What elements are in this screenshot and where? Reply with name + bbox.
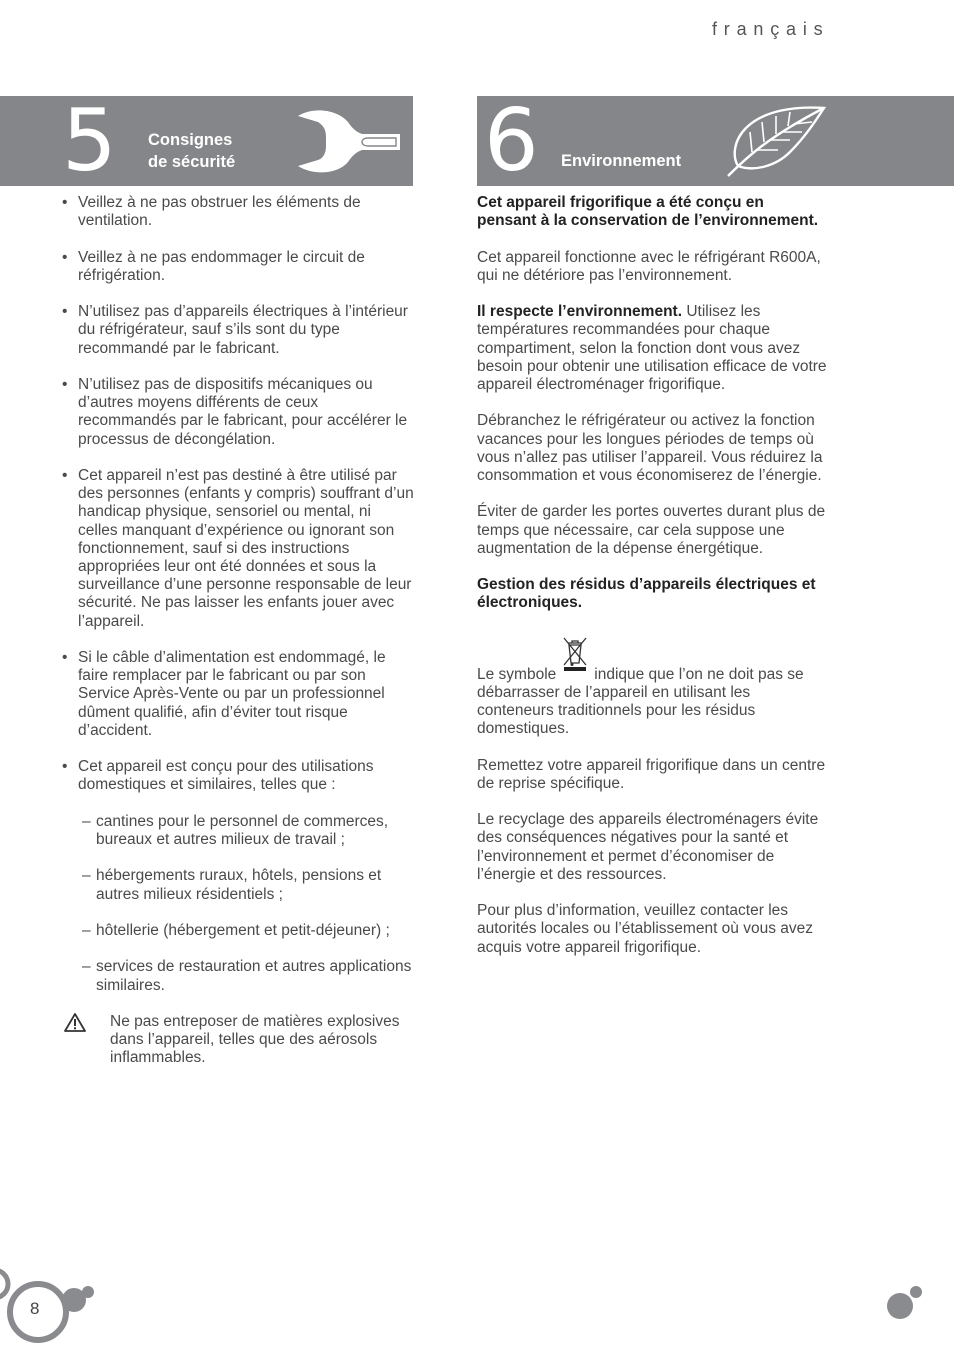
paragraph: Pour plus d’information, veuillez contacter les autorités locales ou l’établissement où vous avez acquis votre appareil frigorifique. <box>477 902 814 956</box>
list-item: • N’utilisez pas d’appareils électriques à l’intérieur du réfrigérateur, sauf s’ils sont du type recommandé par le fabricant. <box>62 303 408 357</box>
section-number: 5 <box>62 91 117 191</box>
section-number: 6 <box>484 91 539 191</box>
list-item: • Veillez à ne pas obstruer les éléments de ventilation. <box>62 194 361 230</box>
paragraph: Il respecte l’environnement. Utilisez les températures recommandées pour chaque compartiment, selon la fonction dont vous avez besoin pour obtenir une utilisation efficace de votre appareil électroménager frigorifique. <box>477 303 827 393</box>
list-item: • Cet appareil est conçu pour des utilisations domestiques et similaires, telles que : <box>62 758 374 794</box>
list-item: • Si le câble d’alimentation est endommagé, le faire remplacer par le fabricant ou par son Service Après-Vente ou par un professionnel dûment qualifié, afin d’éviter tout risque d’accident. <box>62 649 386 739</box>
paragraph: Le recyclage des appareils électroménagers évite des conséquences négatives pour la santé et l’environnement et permet d’économiser de l’énergie et des ressources. <box>477 811 819 883</box>
list-item: – services de restauration et autres applications similaires. <box>82 958 412 994</box>
section-6-header <box>477 91 954 191</box>
language-label: français <box>712 19 830 39</box>
leaf-icon <box>724 104 828 178</box>
footer-dots-decoration <box>884 1282 924 1322</box>
list-item: – hôtellerie (hébergement et petit-déjeuner) ; <box>82 921 390 939</box>
paragraph: Remettez votre appareil frigorifique dans un centre de reprise spécifique. <box>477 756 826 792</box>
section-title: Consignes de sécurité <box>148 131 236 171</box>
section-5-header <box>0 91 413 191</box>
footer-circles-decoration <box>0 1268 110 1354</box>
weee-heading: Gestion des résidus d’appareils électriques et électroniques. <box>477 576 816 612</box>
list-item: – hébergements ruraux, hôtels, pensions et autres milieux résidentiels ; <box>82 867 382 903</box>
list-item: • N’utilisez pas de dispositifs mécaniques ou d’autres moyens différents de ceux recommandés par le fabricant, pour accélérer le processus de décongélation. <box>62 375 408 448</box>
list-item: • Cet appareil n’est pas destiné à être utilisé par des personnes (enfants y compris) souffrant d’un handicap physique, sensoriel ou mental, ni celles manquant d’expérience ou ignorant son fonctionnement, sauf si des instructions appropriées leur ont été données et sous la surveillance d’une personne responsable de leur sécurité. Ne pas laisser les enfants jouer avec l’appareil. <box>62 466 414 630</box>
list-item: • Veillez à ne pas endommager le circuit de réfrigération. <box>62 248 365 284</box>
wrench-icon <box>296 108 404 174</box>
safety-list <box>62 194 414 795</box>
list-item: – cantines pour le personnel de commerces, bureaux et autres milieux de travail ; <box>82 812 389 848</box>
warning-note: Ne pas entreposer de matières explosives dans l’appareil, telles que des aérosols inflammables. <box>62 1013 414 1068</box>
paragraph: Éviter de garder les portes ouvertes durant plus de temps que nécessaire, car cela suppose une augmentation de la dépense énergétique. <box>477 503 826 557</box>
paragraph: Débranchez le réfrigérateur ou activez la fonction vacances pour les longues périodes de temps où vous n’allez pas utiliser l’appareil. Vous réduirez la consommation et vous économiserez de l’énergie. <box>477 412 823 484</box>
crossed-bin-icon <box>560 635 590 671</box>
warning-icon <box>64 1013 86 1032</box>
intro-paragraph: Cet appareil frigorifique a été conçu en pensant à la conservation de l’environnement. <box>477 194 819 230</box>
page-number: 8 <box>30 1299 40 1318</box>
weee-paragraph: Le symbole indique que l’on ne doit pas se débarrasser de l’appareil en utilisant les conteneurs traditionnels pour les résidus domestiques. <box>477 647 827 739</box>
usage-sublist <box>62 813 414 995</box>
section-title: Environnement <box>561 152 682 170</box>
safety-column <box>62 194 414 1068</box>
environment-column <box>477 194 827 975</box>
paragraph: Cet appareil fonctionne avec le réfrigérant R600A, qui ne détériore pas l’environnement. <box>477 248 821 284</box>
